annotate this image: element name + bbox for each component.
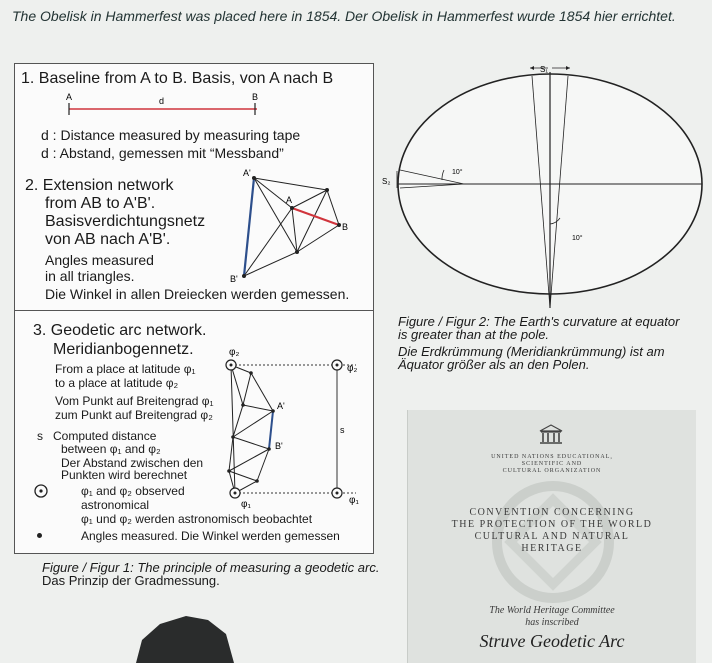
section3-observed-line1: φ₁ and φ₂ observed bbox=[81, 484, 185, 498]
section2-title-line1: 2. Extension network bbox=[25, 177, 174, 194]
figure1-caption-line2: Das Prinzip der Gradmessung. bbox=[42, 573, 220, 588]
section1-title: 1. Baseline from A to B. Basis, von A nach B bbox=[21, 70, 334, 87]
plaque-org-line1: UNITED NATIONS EDUCATIONAL, bbox=[491, 454, 613, 460]
arc-blue-base bbox=[269, 411, 273, 449]
extension-red-base bbox=[292, 208, 339, 225]
figure1-caption-line1: Figure / Figur 1: The principle of measuring a geodetic arc. bbox=[42, 560, 380, 575]
section3-from-line1: From a place at latitude φ₁ bbox=[55, 362, 196, 376]
section1-desc-en: d : Distance measured by measuring tape bbox=[41, 127, 301, 143]
section3-computed-line1: Computed distance bbox=[53, 429, 157, 443]
section3-abstand-line2: Punkten wird berechnet bbox=[61, 468, 188, 482]
dark-rock-shape bbox=[130, 610, 240, 663]
arc-network-diagram bbox=[221, 341, 371, 510]
figure2-caption-line4: Äquator größer als an den Polen. bbox=[398, 357, 590, 372]
baseline-label-b: B bbox=[252, 92, 259, 102]
plaque-conv-line2: THE PROTECTION OF THE WORLD bbox=[451, 519, 653, 530]
observed-point-icon bbox=[33, 483, 49, 499]
extension-label-a: A bbox=[286, 195, 293, 205]
unesco-temple-icon bbox=[538, 424, 564, 446]
baseline-label-a: A bbox=[66, 92, 73, 102]
section3-observed-line2: astronomical bbox=[81, 498, 150, 512]
section3-vom-line1: Vom Punkt auf Breitengrad φ₁ bbox=[55, 394, 214, 408]
extension-blue-base bbox=[244, 178, 254, 276]
section2-angles-de: Die Winkel in allen Dreiecken werden gemessen. bbox=[45, 286, 350, 302]
extension-label-a-prime: A' bbox=[243, 168, 251, 178]
extension-network-diagram bbox=[225, 168, 360, 288]
section3-from-line2: to a place at latitude φ₂ bbox=[55, 376, 179, 390]
section3-observed-de: φ₁ und φ₂ werden astronomisch beobachtet bbox=[81, 512, 313, 526]
section3-abstand-line1: Der Abstand zwischen den bbox=[61, 456, 204, 470]
plaque-inscribed-title: Struve Geodetic Arc bbox=[479, 631, 625, 651]
angle-label-top: 10° bbox=[452, 169, 463, 176]
section2-title-line3: Basisverdichtungsnetz bbox=[45, 213, 206, 230]
arc-label-a-prime: A' bbox=[277, 401, 285, 411]
section3-s-symbol: s bbox=[37, 429, 43, 443]
angle-label-bottom: 10° bbox=[572, 235, 583, 242]
plaque-committee-line1: The World Heritage Committee bbox=[489, 605, 615, 616]
geodetic-arc-panel bbox=[14, 310, 374, 554]
unesco-plaque bbox=[407, 410, 696, 663]
baseline-extension-panel bbox=[14, 63, 374, 313]
plaque-org-line3: CULTURAL ORGANIZATION bbox=[502, 468, 602, 474]
arc-label-phi2-right: φ₂ bbox=[347, 363, 358, 374]
baseline-diagram bbox=[55, 92, 259, 120]
arc-label-phi2-left: φ₂ bbox=[229, 347, 240, 358]
baseline-label-d: d bbox=[159, 96, 165, 106]
section2-angles-line1: Angles measured bbox=[45, 252, 154, 268]
plaque-conv-line3: CULTURAL AND NATURAL bbox=[474, 531, 630, 542]
s2-label: S₂ bbox=[382, 177, 391, 186]
header-text: The Obelisk in Hammerfest was placed here in 1854. Der Obelisk in Hammerfest wurde 1854 hier errichtet. bbox=[12, 8, 676, 24]
arc-label-s: s bbox=[340, 425, 345, 435]
section3-title-de: Meridianbogennetz. bbox=[53, 341, 194, 358]
figure2-caption-line2: is greater than at the pole. bbox=[398, 327, 550, 342]
plaque-conv-line4: HERITAGE bbox=[521, 543, 583, 554]
arc-label-b-prime: B' bbox=[275, 441, 283, 451]
angle-bullet-icon bbox=[37, 533, 42, 538]
section2-angles-line2: in all triangles. bbox=[45, 268, 135, 284]
section3-vom-line2: zum Punkt auf Breitengrad φ₂ bbox=[55, 408, 213, 422]
extension-label-b: B bbox=[342, 222, 349, 232]
section1-desc-de: d : Abstand, gemessen mit “Messband” bbox=[41, 145, 284, 161]
section2-title-line4: von AB nach A'B'. bbox=[45, 231, 171, 248]
section2-title-line2: from AB to A'B'. bbox=[45, 195, 156, 212]
figure2-caption-line3: Die Erdkrümmung (Meridiankrümmung) ist am bbox=[398, 344, 665, 359]
plaque-committee-line2: has inscribed bbox=[525, 617, 579, 628]
earth-curvature-diagram bbox=[380, 58, 710, 313]
figure1-caption bbox=[42, 561, 379, 587]
extension-label-b-prime: B' bbox=[230, 274, 238, 284]
plaque-org-line2: SCIENTIFIC AND bbox=[521, 461, 583, 467]
arc-label-phi1-right: φ₁ bbox=[349, 495, 359, 506]
figure2-caption-line1: Figure / Figur 2: The Earth's curvature at equator bbox=[398, 314, 680, 329]
s1-label: S₁ bbox=[540, 65, 549, 74]
figure2-caption bbox=[398, 315, 703, 371]
arc-label-phi1-left: φ₁ bbox=[241, 499, 251, 510]
section3-angles: Angles measured. Die Winkel werden gemessen bbox=[81, 529, 340, 543]
section3-title: 3. Geodetic arc network. bbox=[33, 322, 207, 339]
section3-computed-line2: between φ₁ and φ₂ bbox=[61, 442, 161, 456]
plaque-conv-line1: CONVENTION CONCERNING bbox=[469, 507, 635, 518]
